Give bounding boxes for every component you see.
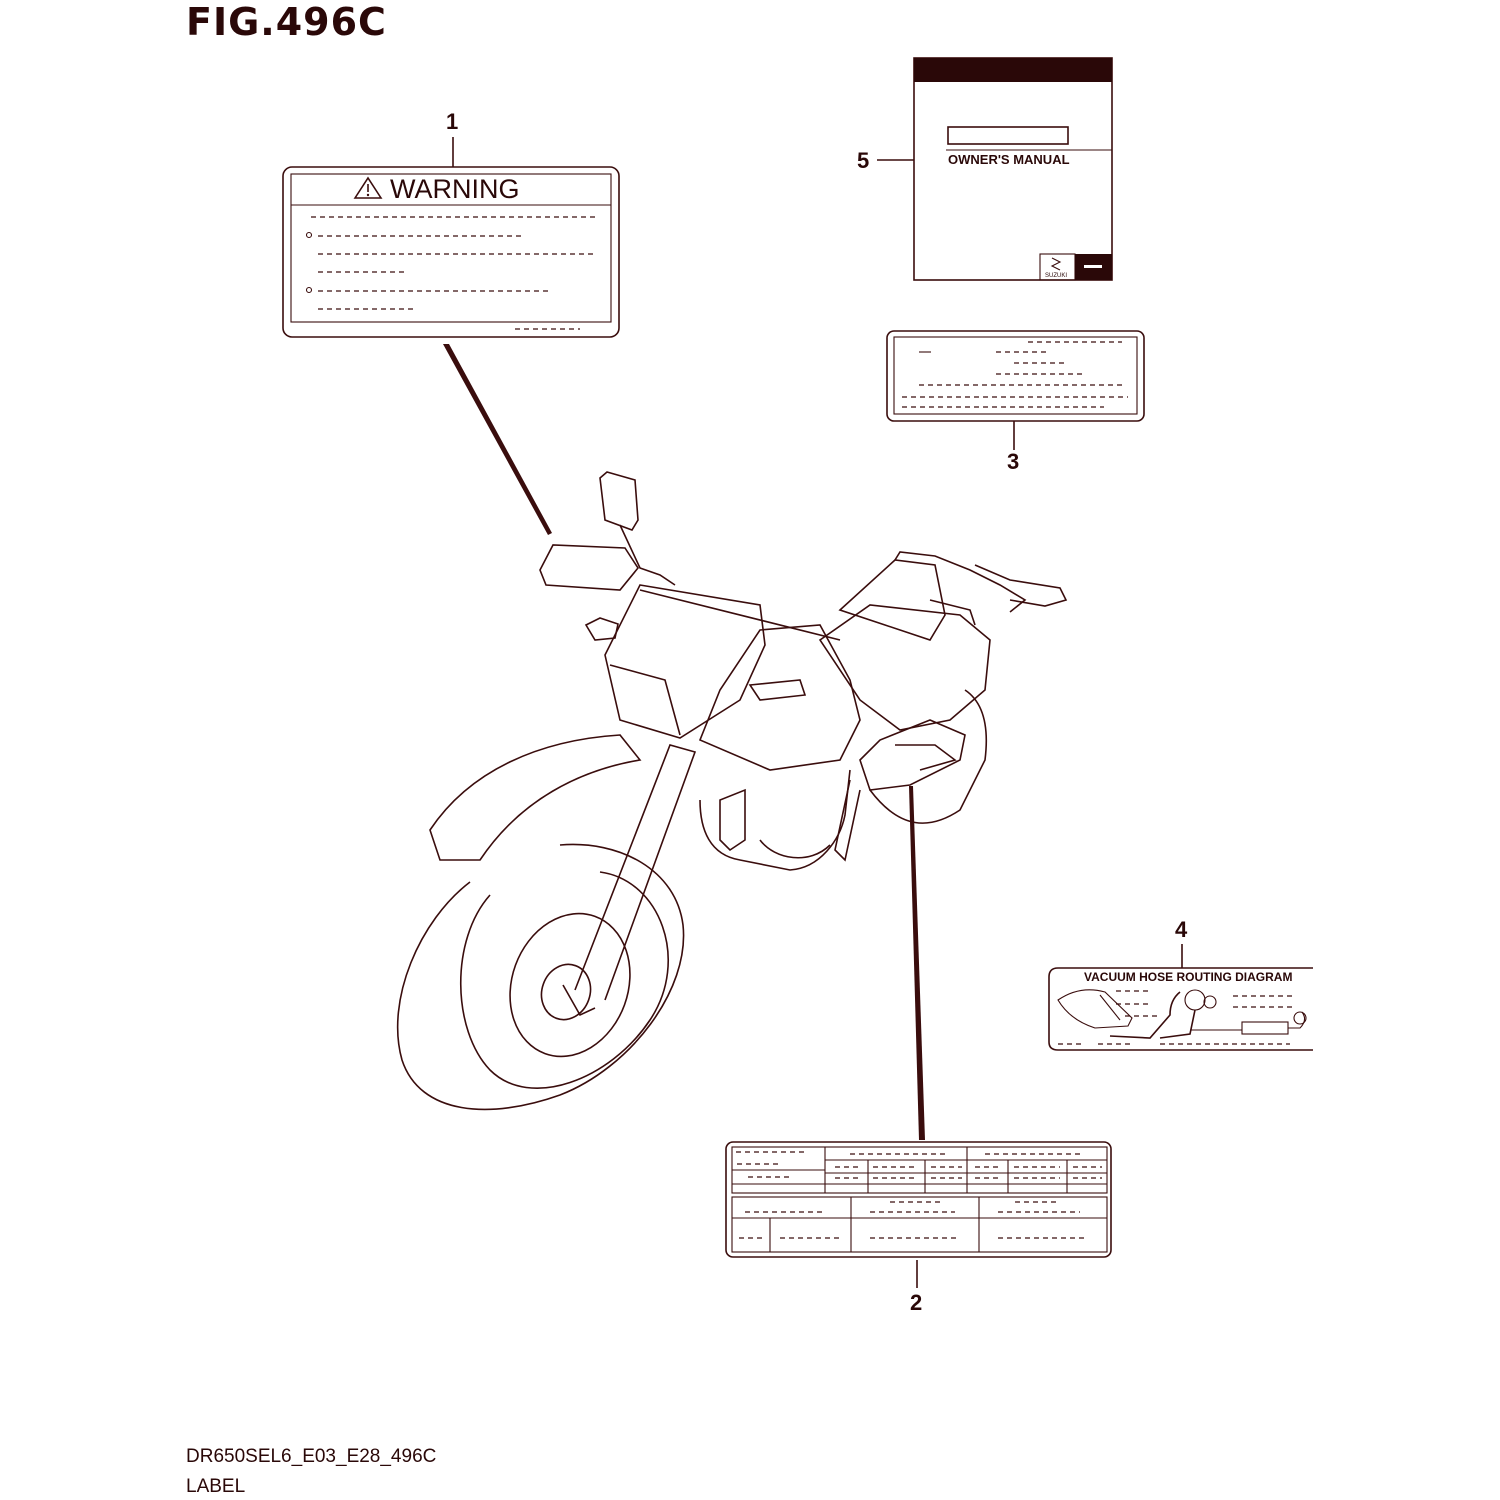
- figure-title: FIG.496C: [186, 0, 387, 44]
- callout-3: 3: [1007, 449, 1020, 474]
- leader-1: [443, 344, 552, 535]
- figure-caption: LABEL: [186, 1476, 246, 1497]
- warning-label[interactable]: [283, 167, 619, 337]
- motorcycle-illustration: [398, 472, 1066, 1109]
- vacuum-hose-title: VACUUM HOSE ROUTING DIAGRAM: [1084, 970, 1293, 984]
- hose-routing-icon: [1058, 990, 1306, 1038]
- callout-5: 5: [857, 148, 870, 173]
- warning-triangle-icon: [355, 178, 381, 198]
- callout-1: 1: [446, 109, 459, 134]
- figure-code: DR650SEL6_E03_E28_496C: [186, 1446, 437, 1467]
- suzuki-logo-icon: [1045, 258, 1067, 279]
- spec-label-2[interactable]: [726, 1142, 1111, 1257]
- svg-text:SUZUKI: SUZUKI: [1045, 273, 1068, 279]
- callout-4: 4: [1175, 917, 1188, 942]
- info-label-3[interactable]: [887, 331, 1144, 421]
- warning-heading: WARNING: [390, 174, 520, 204]
- leader-2: [909, 786, 925, 1140]
- callout-2: 2: [910, 1290, 923, 1315]
- vacuum-hose-label[interactable]: [1049, 968, 1313, 1050]
- owners-manual[interactable]: [914, 58, 1112, 280]
- owners-manual-title: OWNER'S MANUAL: [948, 152, 1070, 167]
